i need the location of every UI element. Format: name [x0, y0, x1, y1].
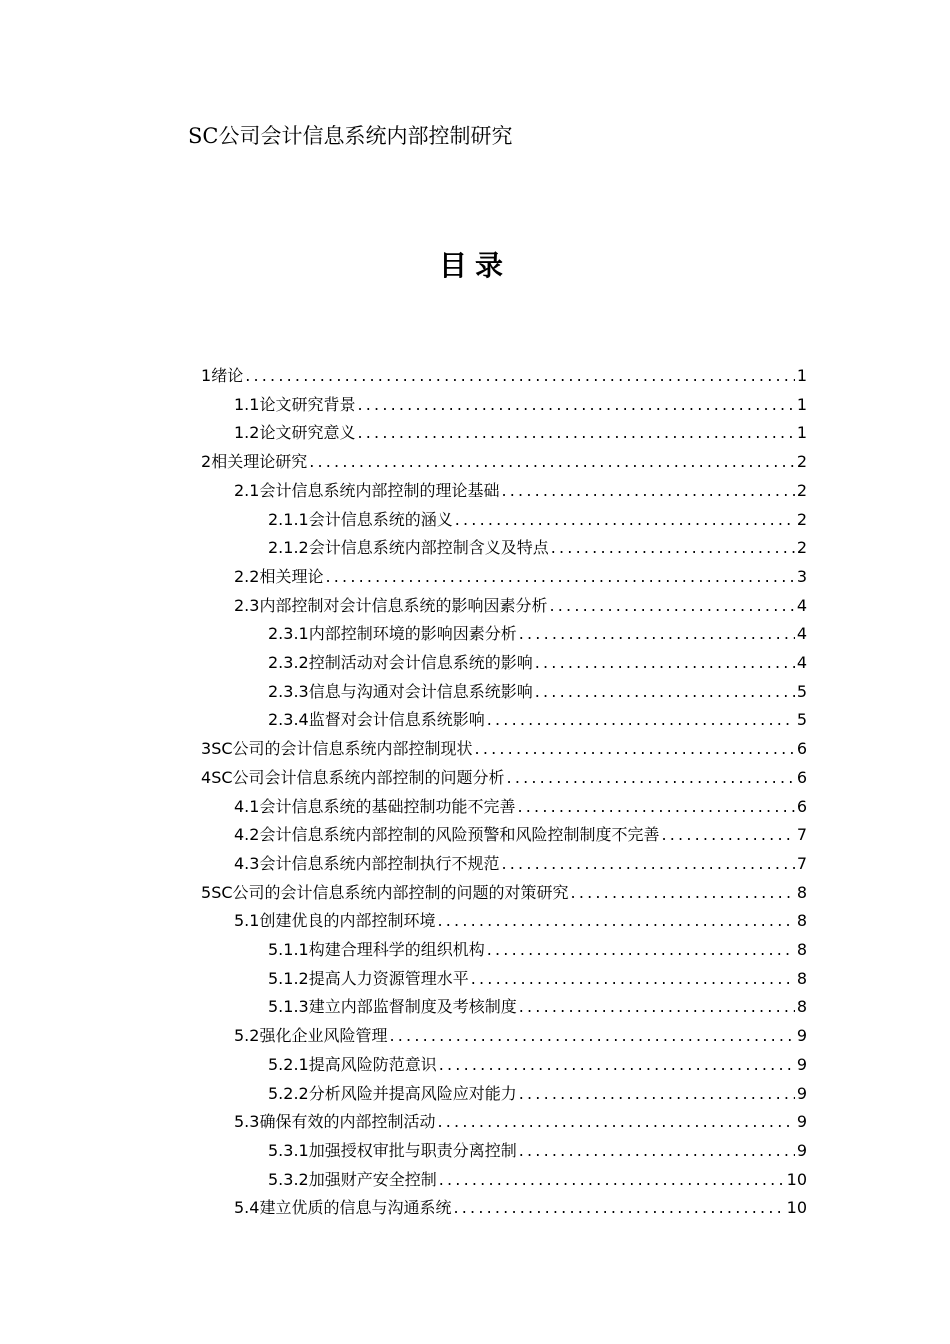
toc-entry-page-number: 6: [796, 739, 807, 759]
toc-heading: 目录: [438, 249, 511, 282]
toc-entry-page-number: 1: [796, 394, 807, 414]
toc-entry[interactable]: [201, 735, 807, 763]
toc-entry-page-number: 8: [796, 940, 807, 959]
toc-entry-page-number: 7: [796, 853, 807, 873]
toc-entry[interactable]: [234, 821, 807, 849]
toc-entry-page-number: 2: [796, 538, 807, 558]
toc-entry-number: 2.2: [234, 566, 260, 586]
toc-leader-dots: [485, 706, 795, 734]
toc-leader-dots: [659, 821, 794, 849]
toc-entry-number: 5.1.3: [268, 997, 309, 1017]
toc-entry-page-number: 9: [796, 1083, 807, 1103]
toc-entry-page-number: 8: [796, 968, 807, 988]
toc-entry-number: 2.1.1: [268, 509, 309, 529]
toc-entry-label: 构建合理科学的组织机构: [308, 940, 485, 959]
toc-leader-dots: [533, 678, 795, 706]
toc-entry-number: 5.2.1: [268, 1054, 309, 1074]
toc-entry-number: 5.1.2: [268, 968, 309, 988]
toc-entry-number: 2.3.2: [268, 653, 309, 672]
toc-entry-label: 会计信息系统的涵义: [308, 509, 453, 529]
toc-leader-dots: [499, 477, 794, 505]
toc-entry-number: 5.3: [234, 1112, 260, 1132]
toc-entry-page-number: 9: [796, 1054, 807, 1074]
toc-entry[interactable]: [234, 850, 807, 878]
toc-leader-dots: [515, 793, 794, 821]
toc-entry-label: 分析风险并提高风险应对能力: [308, 1083, 517, 1103]
toc-entry-page-number: 2: [796, 509, 807, 529]
toc-entry-number: 5.3.1: [268, 1140, 309, 1160]
toc-entry-label: 论文研究意义: [259, 423, 356, 443]
toc-entry[interactable]: [268, 678, 807, 706]
toc-entry-number: 2.3.1: [268, 624, 309, 644]
toc-entry-page-number: 2: [796, 480, 807, 500]
toc-entry-number: 5.3.2: [268, 1169, 309, 1189]
toc-entry-number: 2.1.2: [268, 538, 309, 558]
document-title: SC公司会计信息系统内部控制研究: [188, 124, 513, 148]
toc-entry[interactable]: [268, 936, 807, 964]
toc-leader-dots: [485, 936, 795, 964]
toc-entry-page-number: 10: [786, 1169, 807, 1189]
toc-entry-number: 4.1: [234, 796, 260, 816]
toc-entry[interactable]: [201, 764, 807, 792]
toc-entry-label: 强化企业风险管理: [259, 1026, 388, 1046]
toc-leader-dots: [505, 764, 795, 792]
toc-entry-label: 相关理论: [259, 566, 324, 586]
toc-entry-number: 2: [201, 452, 212, 472]
toc-leader-dots: [453, 506, 795, 534]
toc-entry-page-number: 1: [796, 423, 807, 443]
toc-entry-page-number: 5: [796, 681, 807, 701]
toc-leader-dots: [435, 1108, 794, 1136]
toc-entry-page-number: 2: [796, 452, 807, 472]
toc-entry[interactable]: [268, 1080, 807, 1108]
toc-entry-label: 绪论: [211, 366, 244, 385]
toc-entry-label: 会计信息系统内部控制的理论基础: [259, 480, 500, 500]
toc-entry[interactable]: [268, 534, 807, 562]
toc-entry[interactable]: [268, 965, 807, 993]
toc-entry-page-number: 9: [796, 1026, 807, 1046]
toc-entry-label: SC公司会计信息系统内部控制的问题分析: [211, 767, 505, 787]
toc-entry[interactable]: [268, 1051, 807, 1079]
toc-entry-label: 会计信息系统内部控制执行不规范: [259, 853, 500, 873]
toc-leader-dots: [469, 965, 795, 993]
toc-entry-label: 相关理论研究: [211, 452, 308, 472]
toc-entry-label: 建立内部监督制度及考核制度: [308, 997, 517, 1017]
toc-leader-dots: [355, 419, 794, 447]
toc-entry-page-number: 8: [796, 911, 807, 931]
toc-entry[interactable]: [234, 419, 807, 447]
toc-entry-number: 1: [201, 366, 212, 385]
toc-entry-label: 监督对会计信息系统影响: [308, 710, 485, 730]
toc-entry-number: 4.3: [234, 853, 260, 873]
toc-entry-label: 确保有效的内部控制活动: [259, 1112, 436, 1132]
toc-entry-number: 2.3.3: [268, 681, 309, 701]
toc-entry-page-number: 8: [796, 882, 807, 902]
toc-entry-label: 会计信息系统内部控制的风险预警和风险控制制度不完善: [259, 825, 660, 845]
toc-entry[interactable]: [234, 592, 807, 620]
toc-entry-label: 建立优质的信息与沟通系统: [259, 1198, 452, 1218]
toc-entry[interactable]: [234, 1022, 807, 1050]
toc-entry-page-number: 6: [796, 796, 807, 816]
toc-entry-label: SC公司的会计信息系统内部控制的问题的对策研究: [211, 882, 569, 902]
toc-leader-dots: [437, 1051, 795, 1079]
toc-entry-number: 2.3: [234, 595, 260, 615]
toc-leader-dots: [435, 907, 794, 935]
toc-entry[interactable]: [268, 649, 807, 677]
toc-entry-page-number: 1: [796, 366, 807, 385]
toc-entry-label: 控制活动对会计信息系统的影响: [308, 653, 533, 672]
toc-entry-number: 1.2: [234, 423, 260, 443]
toc-entry-label: 会计信息系统的基础控制功能不完善: [259, 796, 516, 816]
toc-entry-number: 4.2: [234, 825, 260, 845]
toc-entry[interactable]: [234, 477, 807, 505]
toc-entry-label: 加强财产安全控制: [308, 1169, 437, 1189]
toc-entry-label: 提高风险防范意识: [308, 1054, 437, 1074]
toc-entry-number: 5.1.1: [268, 940, 309, 959]
toc-entry-label: 提高人力资源管理水平: [308, 968, 469, 988]
toc-leader-dots: [243, 362, 795, 390]
toc-leader-dots: [517, 620, 795, 648]
toc-entry-page-number: 5: [796, 710, 807, 730]
toc-leader-dots: [517, 1137, 795, 1165]
toc-entry[interactable]: [234, 563, 807, 591]
toc-entry-page-number: 4: [796, 653, 807, 672]
toc-entry[interactable]: [234, 907, 807, 935]
toc-leader-dots: [355, 391, 794, 419]
toc-entry-number: 5.2: [234, 1026, 260, 1046]
toc-entry-page-number: 9: [796, 1140, 807, 1160]
toc-entry[interactable]: [234, 391, 807, 419]
toc-entry[interactable]: [234, 793, 807, 821]
toc-leader-dots: [387, 1022, 794, 1050]
toc-entry-label: 创建优良的内部控制环境: [259, 911, 436, 931]
toc-entry-number: 5.1: [234, 911, 260, 931]
toc-entry-number: 5.2.2: [268, 1083, 309, 1103]
toc-leader-dots: [517, 1080, 795, 1108]
toc-entry-number: 5: [201, 882, 212, 902]
toc-entry[interactable]: [268, 706, 807, 734]
toc-entry-page-number: 10: [786, 1198, 807, 1218]
toc-entry[interactable]: [268, 1137, 807, 1165]
toc-entry-page-number: 9: [796, 1112, 807, 1132]
toc-leader-dots: [451, 1194, 784, 1222]
toc-entry-page-number: 4: [796, 595, 807, 615]
toc-entry[interactable]: [268, 1166, 807, 1194]
toc-leader-dots: [307, 448, 795, 476]
toc-entry[interactable]: [234, 1108, 807, 1136]
toc-leader-dots: [569, 879, 795, 907]
toc-entry-number: 4: [201, 767, 212, 787]
toc-entry-page-number: 7: [796, 825, 807, 845]
toc-entry-label: 信息与沟通对会计信息系统影响: [308, 681, 533, 701]
toc-entry[interactable]: [268, 620, 807, 648]
toc-entry-number: 5.4: [234, 1198, 260, 1218]
toc-entry-label: SC公司的会计信息系统内部控制现状: [211, 739, 473, 759]
toc-entry-label: 内部控制对会计信息系统的影响因素分析: [259, 595, 548, 615]
toc-entry[interactable]: [201, 448, 807, 476]
toc-entry-number: 3: [201, 739, 212, 759]
toc-entry-number: 1.1: [234, 394, 260, 414]
toc-leader-dots: [473, 735, 795, 763]
toc-entry[interactable]: [268, 506, 807, 534]
toc-entry-page-number: 6: [796, 767, 807, 787]
toc-leader-dots: [549, 534, 795, 562]
toc-leader-dots: [517, 993, 795, 1021]
toc-entry-label: 加强授权审批与职责分离控制: [308, 1140, 517, 1160]
toc-entry-page-number: 4: [796, 624, 807, 644]
toc-entry[interactable]: [234, 1194, 807, 1222]
toc-entry-number: 2.1: [234, 480, 260, 500]
toc-entry-label: 内部控制环境的影响因素分析: [308, 624, 517, 644]
toc-leader-dots: [323, 563, 794, 591]
toc-entry-number: 2.3.4: [268, 710, 309, 730]
toc-entry[interactable]: [201, 879, 807, 907]
toc-entry-page-number: 8: [796, 997, 807, 1017]
toc-leader-dots: [499, 850, 794, 878]
toc-entry[interactable]: [201, 362, 807, 390]
toc-leader-dots: [547, 592, 794, 620]
toc-leader-dots: [437, 1166, 785, 1194]
toc-entry-page-number: 3: [796, 566, 807, 586]
toc-leader-dots: [533, 649, 795, 677]
toc-entry[interactable]: [268, 993, 807, 1021]
toc-entry-label: 会计信息系统内部控制含义及特点: [308, 538, 549, 558]
toc-entry-label: 论文研究背景: [259, 394, 356, 414]
